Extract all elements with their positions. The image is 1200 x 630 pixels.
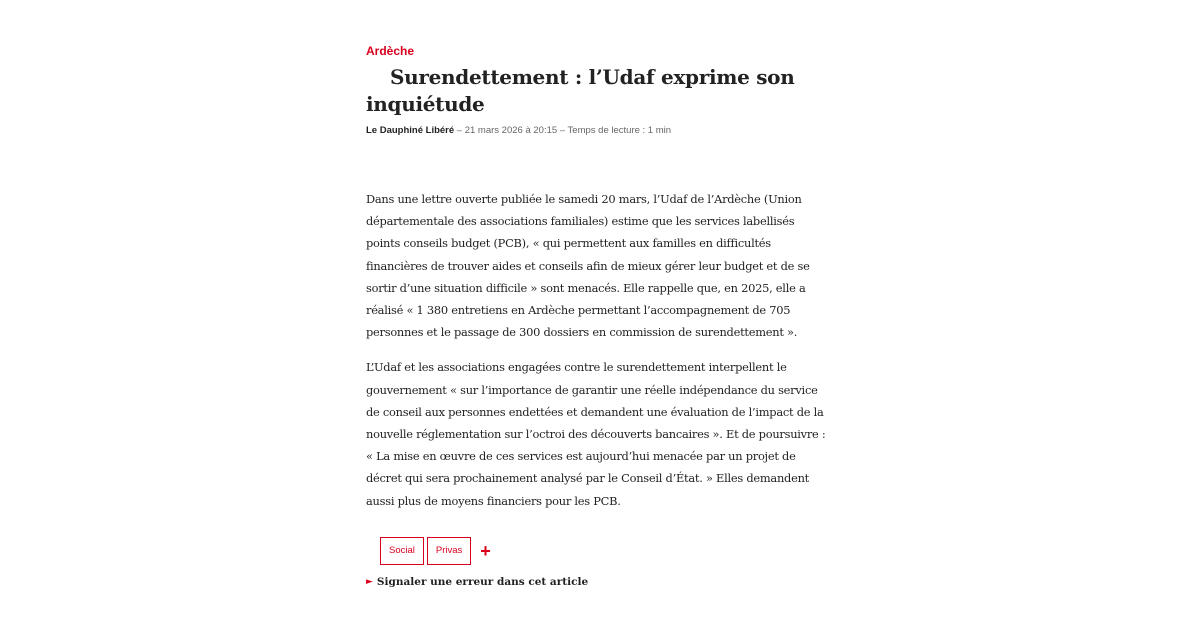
byline-author: Le Dauphiné Libéré [366, 125, 455, 136]
article-title: Surendettement : l’Udaf exprime son inquiétude [366, 65, 795, 116]
article-rubric[interactable]: Ardèche [366, 44, 415, 58]
tag-social[interactable]: Social [380, 537, 424, 565]
byline-reading-time: Temps de lecture : 1 min [567, 125, 672, 136]
tag-privas[interactable]: Privas [427, 537, 471, 565]
article-byline [366, 125, 671, 136]
article-paragraph: L’Udaf et les associations engagées contre le surendettement interpellent le gouvernement « sur l’importance de garantir une réelle indépendance du service de conseil aux personnes endettées et demandent une évaluation de l’impact de la nouvelle réglementation sur l’octroi des découverts bancaires ». Et de poursuivre : « La mise en œuvre de ces services est aujourd’hui menacée par un projet de décret qui sera prochainement analysé par le Conseil d’État. » Elles demandent aussi plus de moyens financiers pour les PCB. [366, 360, 826, 508]
tag-list [380, 537, 491, 565]
plus-icon[interactable]: + [480, 541, 491, 561]
triangle-right-icon: ► [366, 577, 373, 587]
article-paragraph: Dans une lettre ouverte publiée le samedi 20 mars, l’Udaf de l’Ardèche (Union départementale des associations familiales) estime que les services labellisés points conseils budget (PCB), « qui permettent aux familles en difficultés financières de trouver aides et conseils afin de mieux gérer leur budget et de se sortir d’une situation difficile » sont menacés. Elle rappelle que, en 2025, elle a réalisé « 1 380 entretiens en Ardèche permettant l’accompagnement de 705 personnes et le passage de 300 dossiers en commission de surendettement ». [366, 192, 810, 340]
byline-separator: – [557, 125, 568, 136]
byline-date: 21 mars 2026 à 20:15 [464, 125, 558, 136]
byline-separator: – [454, 125, 465, 136]
article-body [366, 188, 828, 525]
report-error-label: Signaler une erreur dans cet article [376, 576, 589, 588]
report-error-link[interactable] [366, 576, 588, 588]
